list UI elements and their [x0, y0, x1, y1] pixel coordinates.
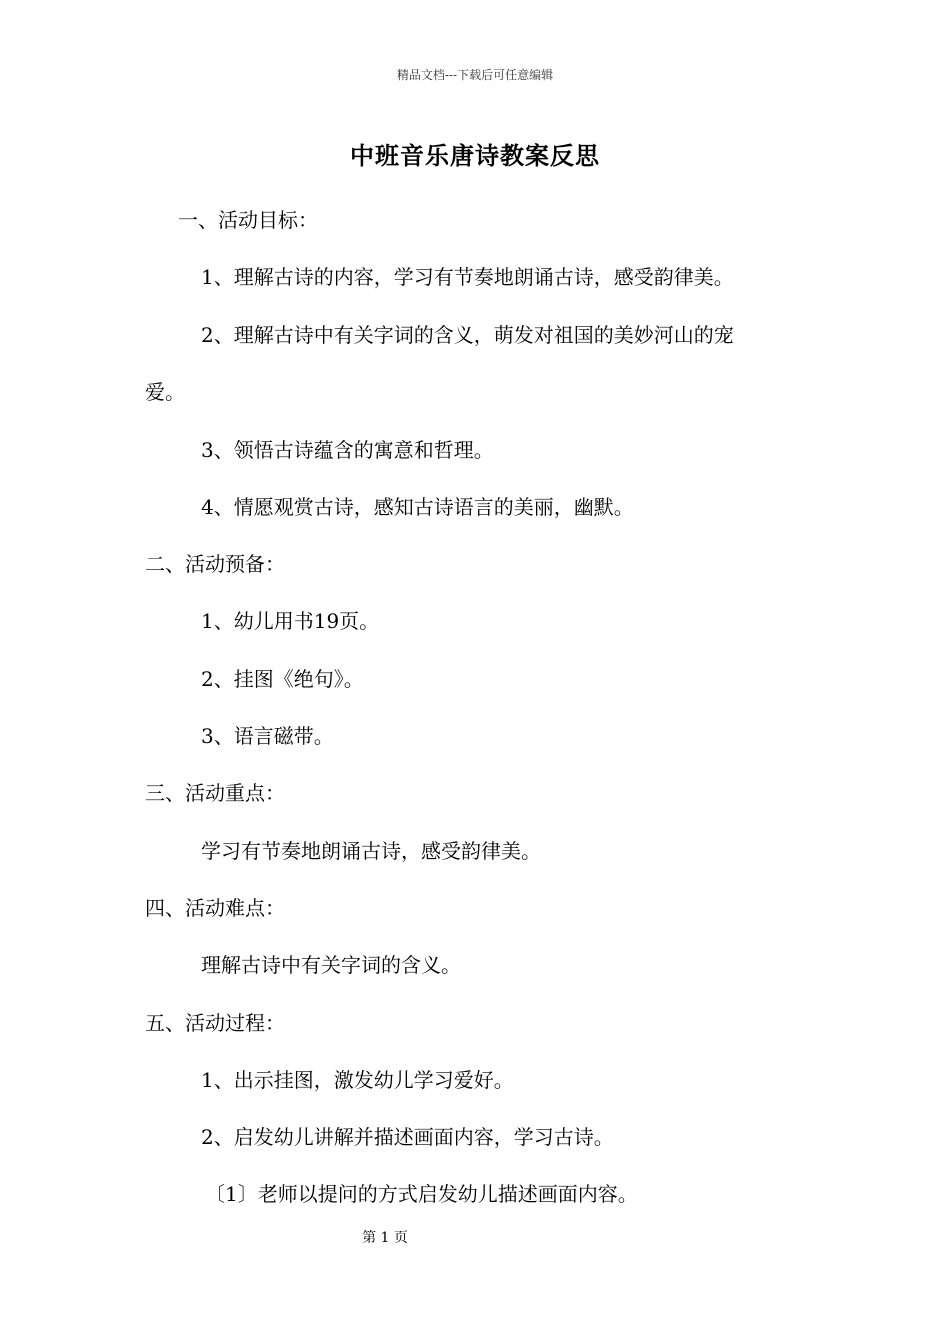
page-header: 精品文档---下载后可任意编辑 — [396, 68, 554, 82]
paragraph: 理解古诗中有关字词的含义。 — [201, 953, 461, 977]
paragraph-continuation: 爱。 — [145, 380, 185, 404]
section-heading-key-points: 三、活动重点： — [145, 781, 285, 805]
paragraph: 2、挂图《绝句》。 — [201, 667, 364, 691]
paragraph: 1、出示挂图，激发幼儿学习爱好。 — [201, 1068, 514, 1092]
section-heading-process: 五、活动过程： — [145, 1011, 285, 1035]
document-title: 中班音乐唐诗教案反思 — [350, 141, 600, 170]
paragraph: 4、情愿观赏古诗，感知古诗语言的美丽，幽默。 — [201, 495, 634, 519]
paragraph: 2、理解古诗中有关字词的含义，萌发对祖国的美妙河山的宠 — [201, 323, 734, 347]
section-heading-difficulties: 四、活动难点： — [145, 896, 285, 920]
section-heading-preparation: 二、活动预备： — [145, 552, 285, 576]
paragraph: 2、启发幼儿讲解并描述画面内容，学习古诗。 — [201, 1125, 614, 1149]
section-heading-goals: 一、活动目标： — [178, 208, 318, 232]
paragraph: 1、理解古诗的内容，学习有节奏地朗诵古诗，感受韵律美。 — [201, 265, 734, 289]
paragraph: 3、语言磁带。 — [201, 724, 334, 748]
page-number: 第 1 页 — [362, 1230, 408, 1246]
paragraph: 学习有节奏地朗诵古诗，感受韵律美。 — [201, 839, 541, 863]
paragraph: 3、领悟古诗蕴含的寓意和哲理。 — [201, 438, 494, 462]
paragraph: 1、幼儿用书19页。 — [201, 609, 380, 633]
paragraph: 〔1〕老师以提问的方式启发幼儿描述画面内容。 — [205, 1182, 638, 1206]
